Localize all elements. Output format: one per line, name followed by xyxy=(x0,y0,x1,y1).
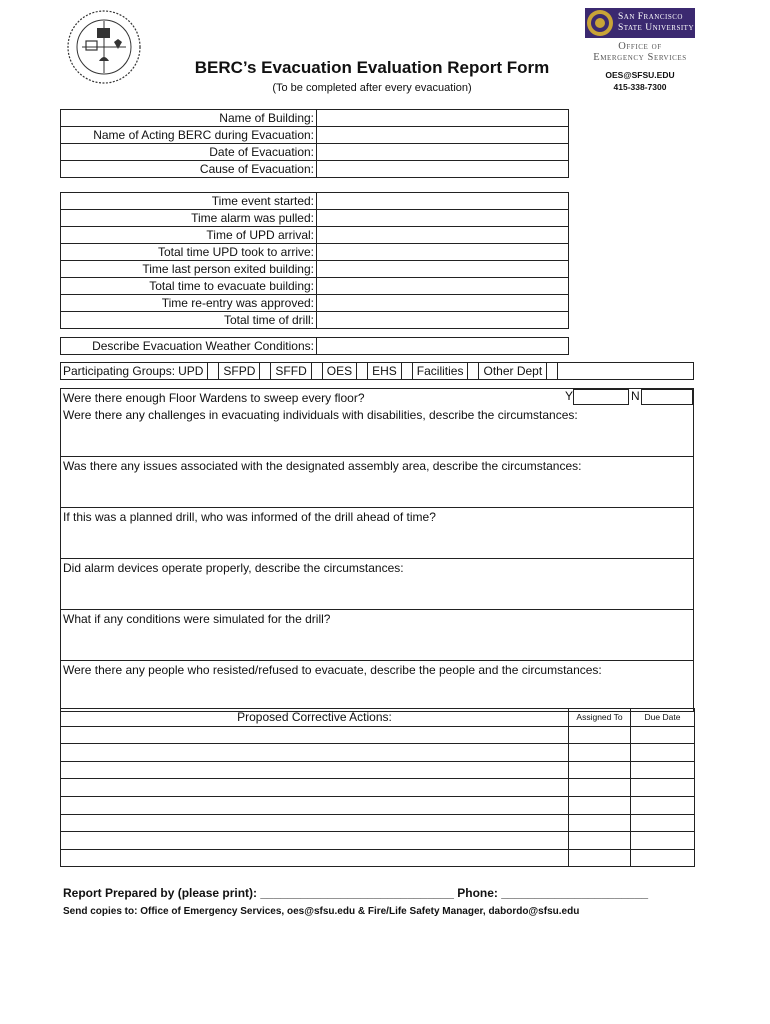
question-assembly-area[interactable] xyxy=(61,456,693,507)
total-drill-time-field[interactable] xyxy=(317,312,569,329)
field-label: Name of Acting BERC during Evacuation: xyxy=(61,127,317,144)
university-name-line1: San Francisco xyxy=(618,12,683,22)
action-cell[interactable] xyxy=(61,761,569,779)
prepared-by-line[interactable]: Report Prepared by (please print): _____________________________ Phone: ______________________ xyxy=(63,886,649,900)
assigned-cell[interactable] xyxy=(569,849,631,867)
office-name xyxy=(560,41,720,63)
question-alarm-devices[interactable] xyxy=(61,558,693,609)
question-text: Was there any issues associated with the designated assembly area, describe the circumstances: xyxy=(63,459,582,473)
field-label: Name of Building: xyxy=(61,110,317,127)
group-sfpd-label: SFPD xyxy=(223,364,256,378)
assigned-cell[interactable] xyxy=(569,726,631,744)
field-label: Time event started: xyxy=(61,193,317,210)
participating-groups-row xyxy=(60,362,694,380)
table-row xyxy=(61,814,695,832)
no-label: N xyxy=(631,389,640,403)
time-alarm-pulled-field[interactable] xyxy=(317,210,569,227)
group-sffd-checkbox[interactable] xyxy=(311,363,323,380)
group-facilities-label: Facilities xyxy=(416,364,464,378)
yes-label: Y xyxy=(565,389,574,403)
due-cell[interactable] xyxy=(631,832,695,850)
yes-box[interactable] xyxy=(573,389,629,405)
assigned-cell[interactable] xyxy=(569,761,631,779)
group-oes-label: OES xyxy=(326,364,353,378)
table-row xyxy=(61,849,695,867)
question-disabilities[interactable] xyxy=(61,406,693,456)
group-facilities-checkbox[interactable] xyxy=(467,363,479,380)
table-row xyxy=(61,744,695,762)
assigned-cell[interactable] xyxy=(569,779,631,797)
field-label: Describe Evacuation Weather Conditions: xyxy=(61,338,317,355)
corrective-actions-table xyxy=(60,708,695,867)
table-row xyxy=(61,761,695,779)
action-cell[interactable] xyxy=(61,744,569,762)
field-label: Time last person exited building: xyxy=(61,261,317,278)
weather-table xyxy=(60,337,569,355)
office-phone: 415-338-7300 xyxy=(613,82,667,92)
timing-table xyxy=(60,192,569,329)
form-title: BERC’s Evacuation Evaluation Report Form xyxy=(194,58,550,77)
due-cell[interactable] xyxy=(631,849,695,867)
field-label: Time of UPD arrival: xyxy=(61,227,317,244)
time-event-started-field[interactable] xyxy=(317,193,569,210)
no-box[interactable] xyxy=(641,389,693,405)
action-cell[interactable] xyxy=(61,832,569,850)
group-ehs-label: EHS xyxy=(372,364,397,378)
field-label: Time re-entry was approved: xyxy=(61,295,317,312)
question-simulated-conditions[interactable] xyxy=(61,609,693,660)
assigned-cell[interactable] xyxy=(569,796,631,814)
table-row xyxy=(61,832,695,850)
group-sfpd-checkbox[interactable] xyxy=(259,363,271,380)
table-row xyxy=(61,796,695,814)
due-cell[interactable] xyxy=(631,744,695,762)
action-cell[interactable] xyxy=(61,796,569,814)
due-cell[interactable] xyxy=(631,779,695,797)
field-label: Total time of drill: xyxy=(61,312,317,329)
field-label: Date of Evacuation: xyxy=(61,144,317,161)
table-row xyxy=(61,726,695,744)
groups-label: Participating Groups: xyxy=(63,364,176,378)
acting-berc-field[interactable] xyxy=(317,127,569,144)
group-sffd-label: SFFD xyxy=(275,364,307,378)
building-name-field[interactable] xyxy=(317,110,569,127)
corrective-actions-header: Proposed Corrective Actions: xyxy=(61,709,569,727)
evaluation-questions xyxy=(60,388,694,712)
evacuation-cause-field[interactable] xyxy=(317,161,569,178)
due-date-header: Due Date xyxy=(631,709,695,727)
question-text: What if any conditions were simulated for the drill? xyxy=(63,612,331,626)
weather-conditions-field[interactable] xyxy=(317,338,569,355)
field-label: Time alarm was pulled: xyxy=(61,210,317,227)
action-cell[interactable] xyxy=(61,849,569,867)
group-upd-label: UPD xyxy=(178,364,204,378)
total-evacuate-time-field[interactable] xyxy=(317,278,569,295)
action-cell[interactable] xyxy=(61,779,569,797)
form-subtitle: (To be completed after every evacuation) xyxy=(272,82,472,94)
office-name-line1: Office of xyxy=(618,41,662,52)
group-other-checkbox[interactable] xyxy=(546,363,558,380)
office-name-line2: Emergency Services xyxy=(593,52,687,63)
group-upd-checkbox[interactable] xyxy=(207,363,219,380)
table-row xyxy=(61,779,695,797)
question-text: If this was a planned drill, who was informed of the drill ahead of time? xyxy=(63,510,436,524)
group-ehs-checkbox[interactable] xyxy=(401,363,413,380)
due-cell[interactable] xyxy=(631,814,695,832)
question-refused-evacuate[interactable] xyxy=(61,660,693,711)
send-copies-note: Send copies to: Office of Emergency Services, oes@sfsu.edu & Fire/Life Safety Manager, dabordo@sfsu.edu xyxy=(63,906,580,917)
action-cell[interactable] xyxy=(61,726,569,744)
reentry-time-field[interactable] xyxy=(317,295,569,312)
question-text: Did alarm devices operate properly, describe the circumstances: xyxy=(63,561,404,575)
due-cell[interactable] xyxy=(631,761,695,779)
floor-wardens-question: Were there enough Floor Wardens to sweep every floor? xyxy=(63,390,365,405)
field-label: Total time to evacuate building: xyxy=(61,278,317,295)
time-last-exit-field[interactable] xyxy=(317,261,569,278)
field-label: Total time UPD took to arrive: xyxy=(61,244,317,261)
action-cell[interactable] xyxy=(61,814,569,832)
due-cell[interactable] xyxy=(631,796,695,814)
office-email[interactable]: OES@SFSU.EDU xyxy=(605,70,675,80)
evacuation-date-field[interactable] xyxy=(317,144,569,161)
group-other-label: Other Dept xyxy=(483,364,543,378)
time-upd-arrival-field[interactable] xyxy=(317,227,569,244)
group-oes-checkbox[interactable] xyxy=(356,363,368,380)
total-time-upd-field[interactable] xyxy=(317,244,569,261)
sfsu-logo xyxy=(585,8,695,38)
assigned-cell[interactable] xyxy=(569,744,631,762)
floor-wardens-row xyxy=(61,389,693,406)
assigned-cell[interactable] xyxy=(569,814,631,832)
assigned-cell[interactable] xyxy=(569,832,631,850)
sfsu-seal-icon xyxy=(586,9,614,37)
question-text: Were there any challenges in evacuating individuals with disabilities, describe the circumstances: xyxy=(63,408,578,422)
question-text: Were there any people who resisted/refused to evacuate, describe the people and the circumstances: xyxy=(63,663,602,677)
field-label: Cause of Evacuation: xyxy=(61,161,317,178)
due-cell[interactable] xyxy=(631,726,695,744)
question-planned-drill[interactable] xyxy=(61,507,693,558)
building-info-table xyxy=(60,109,569,178)
university-name-line2: State University xyxy=(618,23,695,33)
assigned-to-header: Assigned To xyxy=(569,709,631,727)
